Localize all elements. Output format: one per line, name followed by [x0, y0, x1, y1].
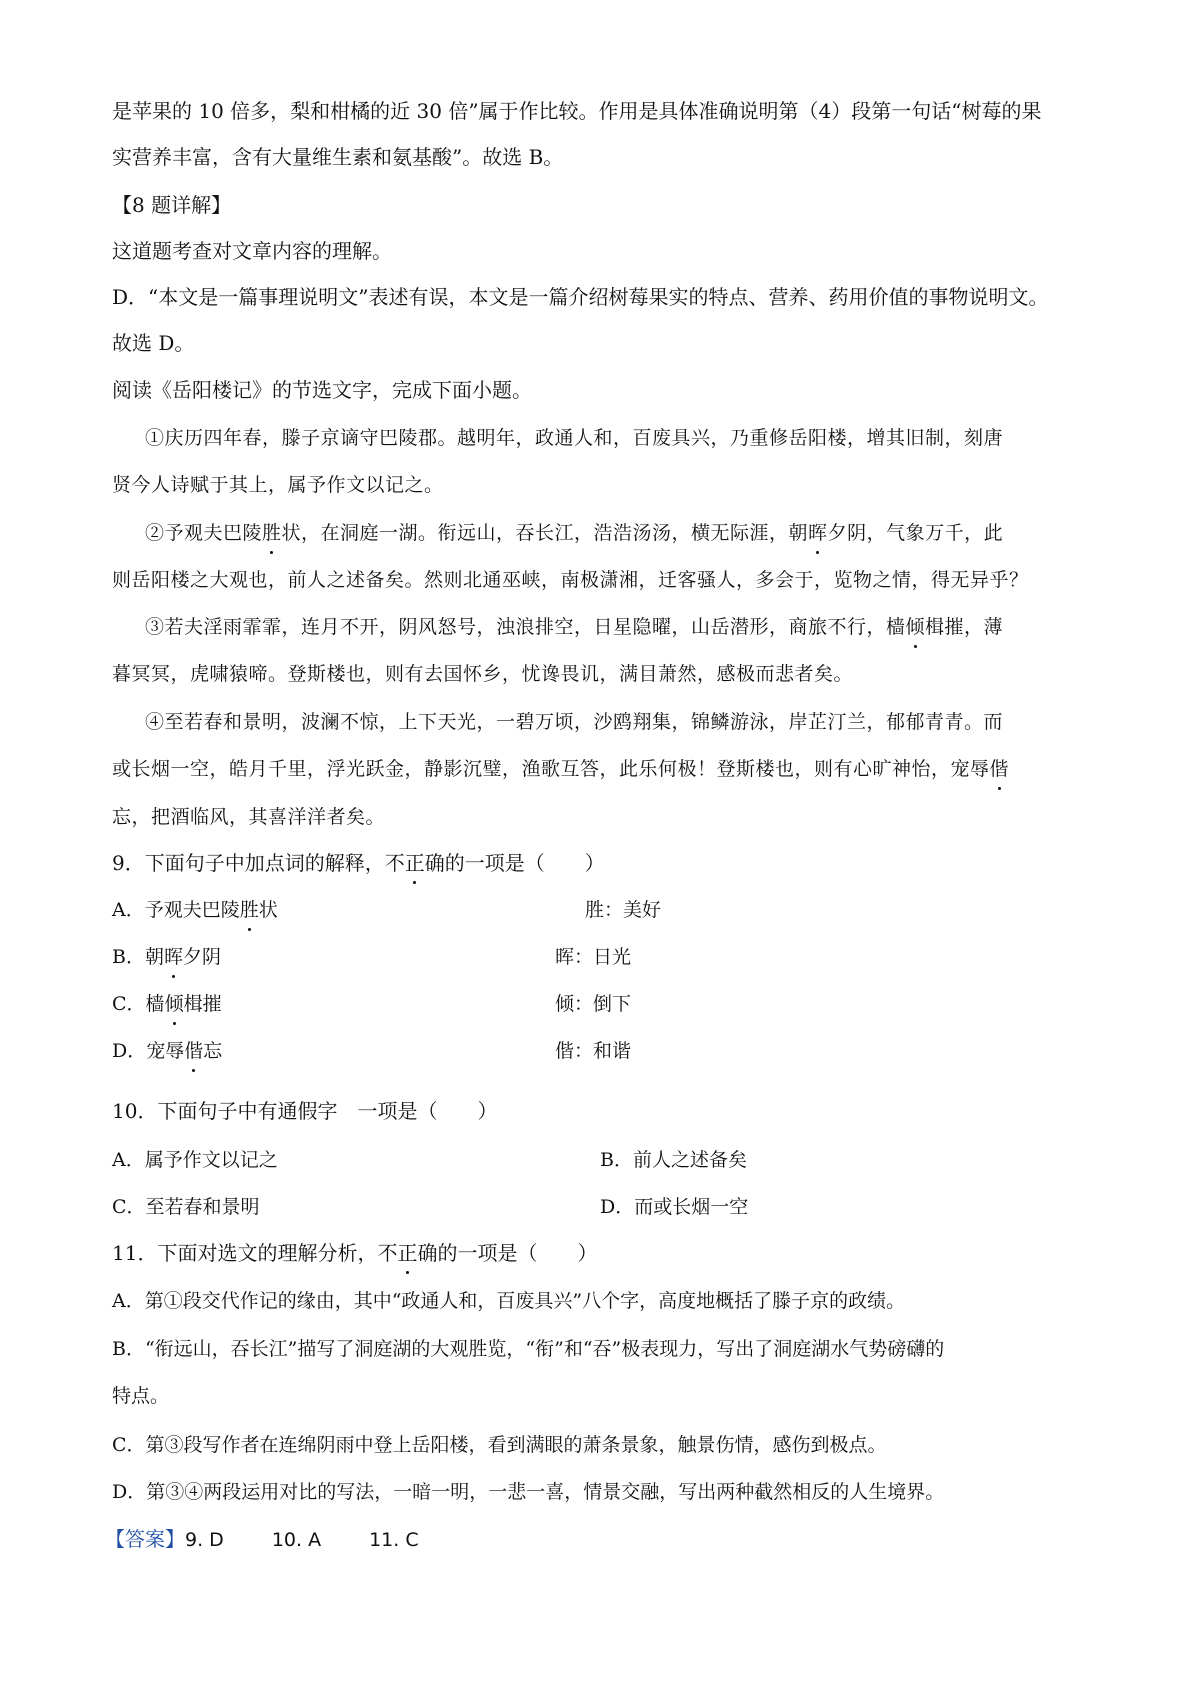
q8-conclusion: 故选 D。 — [112, 331, 195, 355]
q9-stem: 9．下面句子中加点词的解释，不正确的一项是（ ） — [112, 848, 605, 878]
q11-option-a: A．第①段交代作记的缘由，其中“政通人和，百废具兴”八个字，高度地概括了滕子京的政绩。 — [112, 1290, 906, 1312]
q10-option-d: D．而或长烟一空 — [600, 1196, 749, 1218]
passage-p2-line-2: 则岳阳楼之大观也，前人之述备矣。然则北通巫峡，南极潇湘，迁客骚人，多会于，览物之情，得无异乎？ — [112, 569, 1029, 591]
prev-explanation-line-2: 实营养丰富，含有大量维生素和氨基酸”。故选 B。 — [112, 145, 564, 169]
q9-option-b: B．朝晖夕阴 — [112, 942, 221, 972]
prev-explanation-line-1: 是苹果的 10 倍多，梨和柑橘的近 30 倍”属于作比较。作用是具体准确说明第（4）段第一句话“树莓的果 — [112, 99, 1042, 123]
passage-p4-line-1: ④至若春和景明，波澜不惊，上下天光，一碧万顷，沙鸥翔集，锦鳞游泳，岸芷汀兰，郁郁青青。而 — [145, 711, 1004, 733]
q8-intro: 这道题考查对文章内容的理解。 — [112, 239, 392, 263]
q11-option-b-line-2: 特点。 — [112, 1385, 170, 1407]
q10-option-a: A．属予作文以记之 — [112, 1149, 278, 1171]
dotted-char: 偕 — [184, 1036, 203, 1066]
dotted-char: 晖 — [808, 518, 828, 548]
q9-option-d: D．宠辱偕忘 — [112, 1036, 222, 1066]
dotted-char: 胜 — [240, 895, 259, 925]
passage-p3-line-1: ③若夫淫雨霏霏，连月不开，阴风怒号，浊浪排空，日星隐曜，山岳潜形，商旅不行，樯倾楫摧，薄 — [145, 612, 1003, 642]
reading-instruction: 阅读《岳阳楼记》的节选文字，完成下面小题。 — [112, 378, 532, 402]
answer-11: 11. C — [369, 1529, 419, 1551]
passage-p2-line-1: ②予观夫巴陵胜状，在洞庭一湖。衔远山，吞长江，浩浩汤汤，横无际涯，朝晖夕阴，气象万千，此 — [145, 518, 1003, 548]
passage-p4-line-3: 忘，把酒临风，其喜洋洋者矣。 — [112, 806, 386, 828]
dotted-char: 胜 — [262, 518, 282, 548]
passage-p4-line-2: 或长烟一空，皓月千里，浮光跃金，静影沉璧，渔歌互答，此乐何极！登斯楼也，则有心旷神怡，宠辱偕 — [112, 754, 1009, 784]
q11-option-b-line-1: B．“衔远山，吞长江”描写了洞庭湖的大观胜览，“衔”和“吞”极表现力，写出了洞庭湖水气势磅礴的 — [112, 1338, 945, 1360]
q9-option-b-explanation: 晖：日光 — [555, 946, 632, 968]
q11-option-d: D．第③④两段运用对比的写法，一暗一明，一悲一喜，情景交融，写出两种截然相反的人生境界。 — [112, 1481, 945, 1503]
q11-stem: 11．下面对选文的理解分析，不正确的一项是（ ） — [112, 1238, 597, 1268]
q11-option-c: C．第③段写作者在连绵阴雨中登上岳阳楼，看到满眼的萧条景象，触景伤情，感伤到极点。 — [112, 1434, 887, 1456]
dotted-char: 晖 — [164, 942, 183, 972]
dotted-char: 倾 — [906, 612, 926, 642]
q9-option-a-explanation: 胜：美好 — [585, 899, 662, 921]
passage-p1-line-1: ①庆历四年春，滕子京谪守巴陵郡。越明年，政通人和，百废具兴，乃重修岳阳楼，增其旧制，刻唐 — [145, 427, 1004, 449]
q9-option-c-explanation: 倾：倒下 — [555, 993, 632, 1015]
passage-p3-line-2: 暮冥冥，虎啸猿啼。登斯楼也，则有去国怀乡，忧谗畏讥，满目萧然，感极而悲者矣。 — [112, 663, 854, 685]
q8-heading: 【8 题详解】 — [112, 193, 232, 217]
q9-option-c: C．樯倾楫摧 — [112, 989, 222, 1019]
q10-stem: 10．下面句子中有通假字 一项是（ ） — [112, 1099, 498, 1123]
q9-option-d-explanation: 偕：和谐 — [555, 1040, 632, 1062]
dotted-char: 倾 — [165, 989, 184, 1019]
dotted-char: 偕 — [990, 754, 1010, 784]
answer-10: 10. A — [271, 1529, 322, 1551]
q10-option-b: B．前人之述备矣 — [600, 1149, 747, 1171]
q10-option-c: C．至若春和景明 — [112, 1196, 260, 1218]
answer-line — [105, 1524, 419, 1555]
passage-p1-line-2: 贤今人诗赋于其上，属予作文以记之。 — [112, 474, 444, 496]
answer-9: 9. D — [185, 1529, 224, 1551]
dotted-text: 不正确 — [377, 1238, 437, 1268]
answer-label: 【答案】 — [105, 1527, 185, 1551]
q8-option-d-analysis: D．“本文是一篇事理说明文”表述有误，本文是一篇介绍树莓果实的特点、营养、药用价值的事物说明文。 — [112, 285, 1049, 309]
dotted-text: 不正确 — [385, 848, 445, 878]
q9-option-a: A．予观夫巴陵胜状 — [112, 895, 278, 925]
